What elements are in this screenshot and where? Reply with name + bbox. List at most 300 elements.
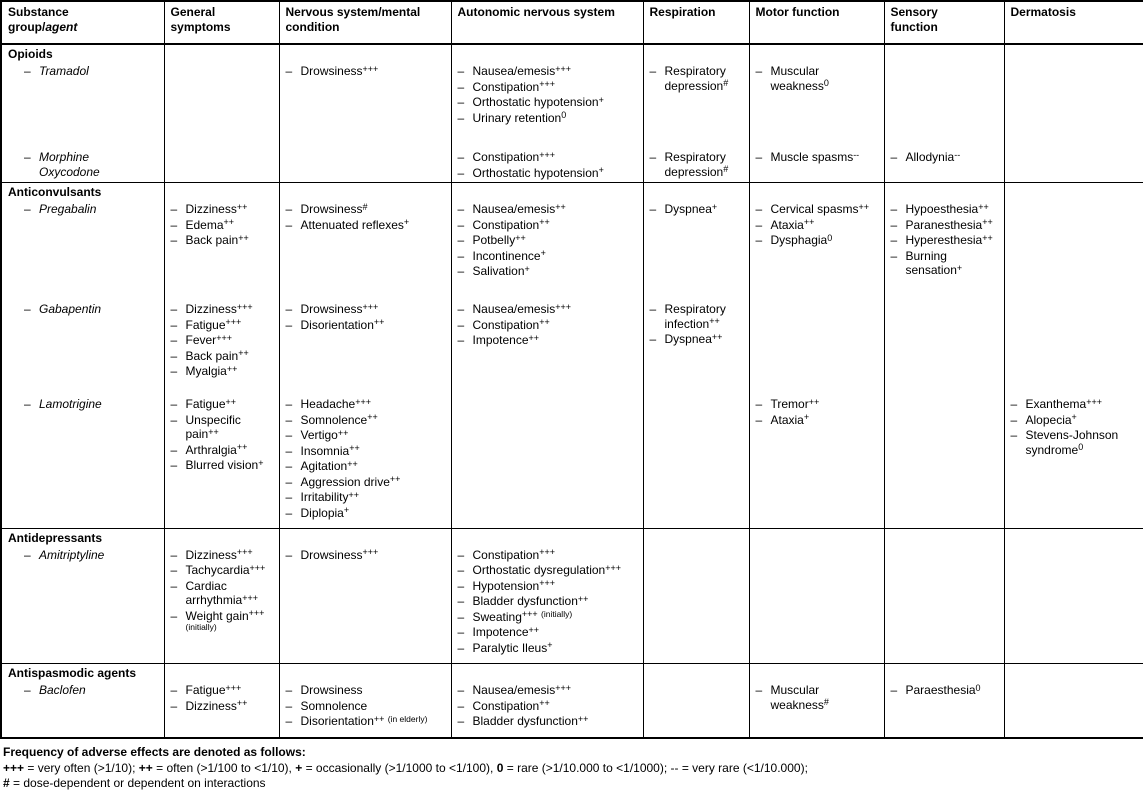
frequency-marker: +++	[362, 547, 379, 558]
effect-item	[458, 64, 640, 79]
bullet-dash: –	[24, 397, 31, 412]
section-empty-cell	[749, 528, 884, 546]
bullet-dash: –	[755, 412, 763, 427]
effect-item	[171, 318, 276, 333]
effect-text: Insomnia++	[300, 443, 360, 458]
bullet-dash: –	[457, 640, 465, 655]
effect-text: Dysphagia$^0$	[770, 232, 833, 248]
bullet-dash: –	[649, 202, 657, 217]
effect-item	[286, 428, 448, 443]
effect-text: Respiratory infection++	[664, 302, 726, 331]
cell-gabapentin-general	[164, 300, 279, 395]
frequency-marker: +++	[539, 79, 555, 90]
effect-item	[171, 233, 276, 248]
cell-morphine-nervous	[279, 148, 451, 183]
frequency-marker: ++	[528, 332, 540, 343]
bullet-dash: –	[170, 202, 178, 217]
bullet-dash: –	[1010, 428, 1018, 443]
effect-item	[171, 579, 276, 608]
cell-tramadol-dermatosis	[1004, 62, 1143, 148]
effect-text: Vertigo++	[300, 427, 349, 443]
effect-text: Aggression drive++	[300, 474, 401, 489]
section-empty-cell	[451, 664, 643, 682]
bullet-dash: –	[457, 302, 465, 317]
bullet-dash: –	[285, 202, 293, 217]
effect-item	[171, 458, 276, 473]
bullet-dash: –	[24, 64, 31, 78]
effect-text: Muscular weakness#	[770, 683, 829, 712]
effect-item	[286, 202, 448, 217]
frequency-marker: +++	[225, 682, 242, 693]
bullet-dash: –	[285, 490, 293, 505]
frequency-marker: +	[258, 457, 264, 468]
bullet-dash: –	[755, 217, 763, 232]
cell-amitriptyline-agent	[1, 546, 164, 664]
cell-lamotrigine-motor	[749, 395, 884, 528]
section-empty-cell	[643, 528, 749, 546]
legend-marker: +++	[3, 760, 25, 775]
cell-baclofen-autonomic	[451, 681, 643, 738]
cell-morphine-general	[164, 148, 279, 183]
effect-text: Burning sensation+	[905, 248, 963, 278]
frequency-marker: ++	[236, 698, 248, 709]
cell-pregabalin-autonomic	[451, 200, 643, 300]
effect-item	[458, 610, 640, 625]
frequency-marker: ++	[709, 316, 720, 327]
frequency-marker: +++	[539, 578, 555, 589]
effect-item	[458, 95, 640, 110]
frequency-marker: +++	[555, 63, 571, 74]
effect-item	[756, 202, 881, 217]
effect-item	[458, 166, 640, 181]
frequency-marker: +	[343, 505, 350, 516]
bullet-dash: –	[285, 474, 293, 489]
effect-text: Stevens-Johnson syndrome$^0$	[1025, 428, 1119, 457]
bullet-dash: –	[170, 412, 178, 427]
cell-pregabalin-nervous	[279, 200, 451, 300]
effect-text: Constipation++	[472, 698, 550, 713]
effect-item	[286, 444, 448, 459]
cell-amitriptyline-motor	[749, 546, 884, 664]
effect-text: Orthostatic hypotension+	[472, 94, 604, 110]
frequency-marker: +++	[539, 547, 555, 558]
column-header-sensory: Sensory function	[884, 1, 1004, 44]
effect-text: Drowsiness+++	[300, 63, 379, 78]
cell-tramadol-autonomic	[451, 62, 643, 148]
section-empty-cell	[164, 183, 279, 201]
section-label-cell	[1, 528, 164, 546]
section-empty-cell	[884, 44, 1004, 62]
bullet-dash: –	[170, 547, 178, 562]
column-header-general: General symptoms	[164, 1, 279, 44]
effect-item	[286, 64, 448, 79]
effect-item	[171, 683, 276, 698]
frequency-marker: 0	[827, 232, 833, 243]
effect-item	[891, 218, 1001, 233]
effect-text: Incontinence+	[472, 248, 546, 263]
effect-text: Pregabalin	[39, 202, 97, 217]
cell-pregabalin-agent	[1, 200, 164, 300]
effect-text: Back pain++	[185, 348, 249, 363]
effect-text: Gabapentin	[39, 302, 102, 317]
bullet-dash: –	[285, 505, 293, 520]
bullet-dash: –	[890, 683, 898, 698]
effect-text: Tachycardia+++	[185, 562, 266, 578]
agent-name	[8, 683, 161, 698]
section-row-anticonvulsants	[1, 183, 1143, 201]
effect-item	[286, 318, 448, 333]
effect-item	[891, 150, 1001, 165]
effect-text: Disorientation++	[300, 317, 385, 332]
effect-text: Paralytic Ileus+	[472, 640, 553, 655]
effect-text: Respiratory depression#	[664, 64, 729, 93]
effect-item	[891, 683, 1001, 698]
effect-item	[458, 714, 640, 729]
effect-item	[458, 641, 640, 656]
cell-lamotrigine-general	[164, 395, 279, 528]
bullet-dash: –	[457, 95, 465, 110]
frequency-marker: ++	[555, 201, 566, 212]
effect-text: Baclofen	[39, 683, 86, 698]
frequency-marker: ++	[978, 201, 989, 212]
frequency-legend	[0, 739, 1143, 796]
bullet-dash: –	[170, 333, 178, 348]
effect-text: Drowsiness+++	[300, 301, 379, 317]
frequency-marker: ++	[236, 201, 248, 212]
bullet-dash: –	[285, 459, 293, 474]
frequency-marker: 0	[1078, 442, 1084, 453]
section-row-antispasmodic-agents	[1, 664, 1143, 682]
effect-item	[286, 459, 448, 474]
frequency-marker: --	[853, 149, 860, 160]
effect-item	[650, 150, 746, 179]
cell-morphine-motor	[749, 148, 884, 183]
cell-baclofen-respiration	[643, 681, 749, 738]
effect-item	[756, 64, 881, 93]
effect-item	[286, 683, 448, 698]
effect-text: Constipation++	[472, 317, 550, 332]
effect-text: Lamotrigine	[39, 397, 102, 412]
frequency-marker: +++	[249, 562, 266, 573]
effect-text: Impotence++	[472, 624, 540, 640]
frequency-marker: +++	[362, 63, 379, 74]
frequency-marker: +	[598, 165, 604, 176]
bullet-dash: –	[285, 683, 293, 698]
effect-text: Dizziness++	[185, 698, 248, 713]
cell-morphine-autonomic	[451, 148, 643, 183]
effect-item	[458, 318, 640, 333]
cell-morphine-respiration	[643, 148, 749, 183]
effect-text: Hypoesthesia++	[905, 201, 989, 217]
effect-item	[286, 506, 448, 521]
effect-text: Drowsiness	[300, 683, 363, 698]
effect-text: Agitation++	[300, 458, 358, 474]
bullet-dash: –	[170, 217, 178, 232]
cell-pregabalin-dermatosis	[1004, 200, 1143, 300]
frequency-marker: +	[524, 263, 530, 274]
effect-item	[458, 302, 640, 317]
bullet-dash: –	[457, 110, 465, 125]
effect-text: Fatigue+++	[185, 682, 242, 698]
bullet-dash: –	[457, 64, 465, 78]
effect-text: Salivation+	[472, 263, 530, 279]
cell-lamotrigine-sensory	[884, 395, 1004, 528]
bullet-dash: –	[457, 233, 465, 248]
effect-text: Diplopia+	[300, 505, 350, 520]
effect-text: Edema++	[185, 217, 235, 232]
bullet-dash: –	[285, 428, 293, 443]
effect-text: Urinary retention$^0$	[472, 110, 567, 125]
effect-item	[171, 609, 276, 632]
effect-text: Nausea/emesis++	[472, 201, 566, 217]
effect-text: Cardiac arrhythmia+++	[185, 578, 258, 608]
effect-text: Dizziness+++	[185, 547, 253, 562]
frequency-marker: ++	[982, 232, 993, 243]
effect-item	[891, 233, 1001, 248]
frequency-marker: 0	[561, 110, 567, 121]
frequency-marker: ++	[349, 443, 360, 454]
bullet-dash: –	[285, 64, 293, 78]
section-empty-cell	[749, 183, 884, 201]
cell-lamotrigine-autonomic	[451, 395, 643, 528]
bullet-dash: –	[24, 683, 31, 698]
section-label-cell	[1, 44, 164, 62]
effect-text: Muscle spasms--	[770, 149, 860, 164]
frequency-marker: +	[1071, 412, 1077, 423]
effect-item	[1011, 397, 1141, 412]
bullet-dash: –	[457, 165, 465, 180]
section-empty-cell	[451, 183, 643, 201]
bullet-dash: –	[285, 412, 293, 427]
effect-item	[458, 683, 640, 698]
bullet-dash: –	[457, 202, 465, 217]
bullet-dash: –	[285, 714, 293, 729]
effect-text: Respiratory depression#	[664, 150, 729, 179]
agent-name	[8, 548, 161, 563]
effect-text: Attenuated reflexes+	[300, 217, 410, 232]
cell-lamotrigine-nervous	[279, 395, 451, 528]
bullet-dash: –	[457, 150, 465, 164]
cell-baclofen-sensory	[884, 681, 1004, 738]
cell-pregabalin-motor	[749, 200, 884, 300]
bullet-dash: –	[755, 397, 763, 412]
bullet-dash: –	[457, 609, 465, 624]
frequency-marker: ++	[803, 217, 815, 228]
effect-item	[458, 233, 640, 248]
bullet-dash: –	[170, 397, 178, 412]
frequency-marker: +	[547, 640, 553, 651]
frequency-marker: ++	[711, 331, 723, 342]
drug-row-lamotrigine	[1, 395, 1143, 528]
frequency-marker: ++	[539, 217, 550, 228]
effect-item	[171, 364, 276, 379]
bullet-dash: –	[649, 64, 657, 78]
frequency-marker: +++	[225, 317, 242, 328]
legend-marker: +	[295, 760, 303, 775]
effect-item	[171, 548, 276, 563]
frequency-marker: ++	[367, 412, 378, 423]
cell-tramadol-nervous	[279, 62, 451, 148]
bullet-dash: –	[457, 563, 465, 578]
column-header-respiration: Respiration	[643, 1, 749, 44]
inline-note: (in elderly)	[387, 713, 428, 724]
section-empty-cell	[1004, 183, 1143, 201]
effect-item	[458, 625, 640, 640]
legend-dose-line: # = dose-dependent or dependent on interactions	[3, 776, 266, 791]
inline-note: (initially)	[541, 609, 573, 620]
section-label: Anticonvulsants	[8, 185, 102, 200]
bullet-dash: –	[457, 578, 465, 593]
bullet-dash: –	[285, 302, 293, 317]
effect-text: Dizziness+++	[185, 301, 253, 317]
frequency-marker: #	[362, 201, 368, 212]
legend-marker: 0	[496, 760, 504, 775]
bullet-dash: –	[170, 578, 178, 593]
frequency-marker: ++	[577, 713, 589, 724]
cell-lamotrigine-respiration	[643, 395, 749, 528]
cell-baclofen-agent	[1, 681, 164, 738]
cell-amitriptyline-general	[164, 546, 279, 664]
section-empty-cell	[643, 183, 749, 201]
effect-item	[458, 699, 640, 714]
section-empty-cell	[749, 44, 884, 62]
effect-text: Myalgia++	[185, 363, 238, 379]
agent-word: agent	[45, 19, 78, 34]
effect-text: Paranesthesia++	[905, 217, 993, 232]
section-empty-cell	[279, 664, 451, 682]
frequency-marker: +++	[242, 592, 258, 603]
section-empty-cell	[279, 528, 451, 546]
effect-text: Constipation+++	[472, 149, 555, 164]
frequency-marker: +	[598, 94, 604, 105]
effect-item	[458, 548, 640, 563]
frequency-marker: +++	[555, 301, 571, 312]
effect-text: Fatigue++	[185, 396, 237, 412]
effect-item	[286, 218, 448, 233]
effect-text: Nausea/emesis+++	[472, 63, 571, 78]
effect-text: Hyperesthesia++	[905, 232, 993, 248]
legend-title: Frequency of adverse effects are denoted as follows:	[3, 745, 306, 760]
bullet-dash: –	[170, 302, 178, 317]
frequency-marker: +	[403, 217, 410, 228]
effect-item	[756, 218, 881, 233]
effect-item	[171, 699, 276, 714]
frequency-marker: ++	[337, 427, 349, 438]
frequency-marker: ++	[208, 426, 219, 437]
frequency-marker: #	[823, 697, 829, 708]
section-empty-cell	[164, 664, 279, 682]
effect-item	[458, 563, 640, 578]
bullet-dash: –	[170, 317, 178, 332]
effect-item	[171, 302, 276, 317]
frequency-marker: ++	[236, 442, 248, 453]
agent-name	[8, 397, 161, 412]
bullet-dash: –	[890, 248, 898, 263]
cell-amitriptyline-autonomic	[451, 546, 643, 664]
table-body	[1, 44, 1143, 738]
bullet-dash: –	[1010, 412, 1018, 427]
cell-gabapentin-dermatosis	[1004, 300, 1143, 395]
section-empty-cell	[451, 528, 643, 546]
frequency-marker: ++	[858, 201, 870, 212]
column-header-dermatosis: Dermatosis	[1004, 1, 1143, 44]
frequency-marker: ++	[225, 396, 237, 407]
bullet-dash: –	[457, 248, 465, 263]
frequency-marker: +++	[539, 149, 555, 160]
section-empty-cell	[1004, 528, 1143, 546]
frequency-marker: ++	[223, 217, 235, 228]
effect-item	[891, 249, 1001, 278]
note-below: (initially)	[185, 622, 217, 633]
frequency-marker: ++	[539, 698, 550, 709]
frequency-marker: ++	[982, 217, 993, 228]
bullet-dash: –	[1010, 397, 1018, 412]
cell-tramadol-motor	[749, 62, 884, 148]
frequency-marker: +	[803, 412, 810, 423]
bullet-dash: –	[755, 683, 763, 698]
header-row	[1, 1, 1143, 44]
cell-gabapentin-respiration	[643, 300, 749, 395]
section-empty-cell	[1004, 44, 1143, 62]
effect-text: Somnolence++	[300, 412, 378, 427]
section-empty-cell	[279, 183, 451, 201]
effect-item	[171, 443, 276, 458]
drug-row-baclofen	[1, 681, 1143, 738]
frequency-marker: ++	[539, 317, 550, 328]
agent-name	[8, 202, 161, 217]
frequency-marker: ++	[347, 458, 358, 469]
bullet-dash: –	[170, 364, 178, 379]
effect-item	[286, 699, 448, 714]
bullet-dash: –	[24, 150, 31, 164]
agent-name	[8, 64, 161, 79]
frequency-marker: ++	[373, 713, 385, 724]
frequency-marker: ++	[238, 348, 249, 359]
bullet-dash: –	[24, 202, 31, 217]
bullet-dash: –	[170, 348, 178, 363]
effect-text: Exanthema+++	[1025, 396, 1102, 412]
effect-item	[171, 563, 276, 578]
effect-item	[286, 413, 448, 428]
section-empty-cell	[643, 44, 749, 62]
bullet-dash: –	[457, 217, 465, 232]
effect-text: Muscular weakness$^0$	[770, 64, 829, 93]
effect-text: Blurred vision+	[185, 457, 264, 473]
bullet-dash: –	[649, 302, 657, 317]
column-header-autonomic: Autonomic nervous system	[451, 1, 643, 44]
frequency-marker: +++	[355, 396, 371, 407]
cell-amitriptyline-nervous	[279, 546, 451, 664]
bullet-dash: –	[170, 683, 178, 698]
bullet-dash: –	[24, 302, 31, 317]
legend-marker: #	[3, 776, 10, 791]
cell-morphine-dermatosis	[1004, 148, 1143, 183]
bullet-dash: –	[457, 333, 465, 348]
frequency-marker: 0	[975, 682, 981, 693]
effect-item	[1011, 428, 1141, 457]
section-empty-cell	[884, 528, 1004, 546]
frequency-marker: ++	[238, 232, 249, 243]
effect-item	[756, 413, 881, 428]
effect-text: Irritability++	[300, 489, 360, 505]
bullet-dash: –	[285, 443, 293, 458]
frequency-marker: ++	[373, 317, 385, 328]
effect-text: Arthralgia++	[185, 442, 248, 457]
effect-text: Unspecific pain++	[185, 412, 241, 442]
section-empty-cell	[643, 664, 749, 682]
bullet-dash: –	[457, 317, 465, 332]
bullet-dash: –	[755, 202, 763, 217]
